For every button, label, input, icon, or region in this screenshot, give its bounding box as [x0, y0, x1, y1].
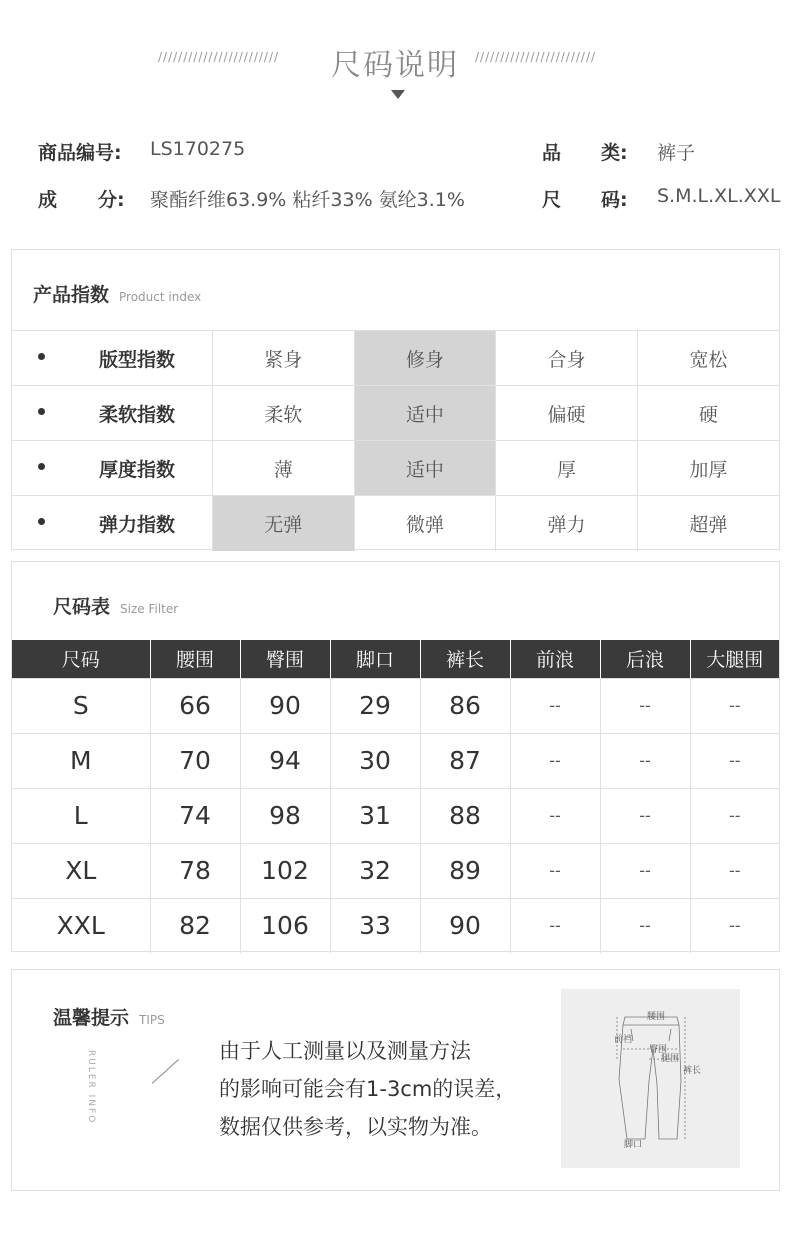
size-cell: 82 — [150, 898, 240, 953]
size-table-subtitle: Size Filter — [120, 602, 179, 616]
tips-line: 数据仅供参考，以实物为准。 — [219, 1115, 492, 1139]
product-index-heading — [33, 280, 201, 307]
table-row — [12, 898, 779, 953]
index-row-label-cell — [12, 496, 212, 551]
page-header — [0, 36, 790, 106]
size-label-a: 尺 — [542, 189, 562, 211]
table-row — [12, 788, 779, 843]
tips-line: 由于人工测量以及测量方法 — [219, 1039, 471, 1063]
page-title: 尺码说明 — [331, 48, 459, 83]
table-row — [12, 733, 779, 788]
size-cell: -- — [600, 843, 690, 898]
size-cell: 90 — [240, 678, 330, 733]
ruler-info-vertical: RULER INFO — [86, 1050, 96, 1125]
info-row-1 — [0, 138, 790, 168]
bullet-icon — [38, 408, 45, 415]
size-cell: -- — [600, 898, 690, 953]
size-cell: -- — [690, 733, 779, 788]
size-col-header: 前浪 — [510, 640, 600, 678]
divider-slash — [152, 1059, 179, 1084]
size-cell: -- — [510, 843, 600, 898]
index-option: 厚 — [496, 441, 638, 496]
size-col-header: 裤长 — [420, 640, 510, 678]
index-option: 紧身 — [212, 331, 354, 386]
bullet-icon — [38, 463, 45, 470]
size-cell: -- — [510, 898, 600, 953]
table-row — [12, 678, 779, 733]
index-row — [12, 441, 779, 496]
diagram-label: 前裆 — [614, 1035, 633, 1045]
size-col-header: 脚口 — [330, 640, 420, 678]
index-row — [12, 331, 779, 386]
size-cell: -- — [690, 788, 779, 843]
index-row — [12, 386, 779, 441]
size-cell: 86 — [420, 678, 510, 733]
size-cell: 32 — [330, 843, 420, 898]
size-cell: 29 — [330, 678, 420, 733]
composition-label-b: 分: — [98, 189, 125, 211]
size-cell: -- — [690, 843, 779, 898]
product-code-value: LS170275 — [150, 138, 246, 160]
size-table-title: 尺码表 — [53, 596, 111, 618]
size-cell: 89 — [420, 843, 510, 898]
composition-label-a: 成 — [38, 189, 58, 211]
tips-panel — [11, 969, 780, 1191]
diagram-label: 脚口 — [624, 1140, 643, 1150]
size-cell: -- — [600, 678, 690, 733]
product-index-panel — [11, 249, 780, 550]
product-index-table — [12, 330, 779, 551]
size-cell: 87 — [420, 733, 510, 788]
index-option: 宽松 — [637, 331, 779, 386]
size-cell: L — [12, 788, 150, 843]
index-option: 硬 — [637, 386, 779, 441]
index-row — [12, 496, 779, 551]
size-cell: 30 — [330, 733, 420, 788]
size-cell: -- — [510, 788, 600, 843]
index-option-selected: 修身 — [354, 331, 496, 386]
tips-text — [219, 1032, 516, 1146]
diagram-label: 腿围 — [661, 1054, 680, 1064]
size-cell: 66 — [150, 678, 240, 733]
tips-subtitle: TIPS — [139, 1013, 165, 1027]
product-code-label: 商品编号: — [38, 142, 122, 164]
header-deco-right: //////////////////////// — [475, 50, 597, 64]
caret-down-icon — [391, 90, 405, 99]
size-cell: 98 — [240, 788, 330, 843]
size-cell: M — [12, 733, 150, 788]
size-table — [12, 640, 779, 953]
index-option: 柔软 — [212, 386, 354, 441]
index-row-label-cell — [12, 386, 212, 441]
index-label: 弹力指数 — [99, 514, 176, 536]
size-cell: 78 — [150, 843, 240, 898]
size-col-header: 后浪 — [600, 640, 690, 678]
size-cell: -- — [690, 898, 779, 953]
index-label: 厚度指数 — [99, 459, 176, 481]
size-cell: -- — [690, 678, 779, 733]
bullet-icon — [38, 353, 45, 360]
index-option: 弹力 — [496, 496, 638, 551]
tips-title: 温馨提示 — [53, 1007, 130, 1029]
size-cell: -- — [600, 733, 690, 788]
size-col-header: 腰围 — [150, 640, 240, 678]
size-cell: 90 — [420, 898, 510, 953]
size-cell: 33 — [330, 898, 420, 953]
composition-value: 聚酯纤维63.9% 粘纤33% 氨纶3.1% — [150, 189, 465, 211]
index-option-selected: 无弹 — [212, 496, 354, 551]
size-table-heading — [53, 592, 178, 619]
size-cell: -- — [510, 733, 600, 788]
tips-line: 的影响可能会有1-3cm的误差， — [219, 1077, 517, 1101]
size-value: S.M.L.XL.XXL — [657, 185, 781, 207]
size-cell: 102 — [240, 843, 330, 898]
size-col-header: 大腿围 — [690, 640, 779, 678]
index-option: 超弹 — [637, 496, 779, 551]
product-index-title: 产品指数 — [33, 284, 110, 306]
size-cell: XXL — [12, 898, 150, 953]
size-cell: XL — [12, 843, 150, 898]
index-option: 微弹 — [354, 496, 496, 551]
size-label-b: 码: — [601, 189, 628, 211]
diagram-label: 臀围 — [649, 1045, 668, 1055]
size-cell: 74 — [150, 788, 240, 843]
index-option: 加厚 — [637, 441, 779, 496]
category-value: 裤子 — [657, 142, 696, 164]
size-cell: 88 — [420, 788, 510, 843]
size-table-header-row — [12, 640, 779, 678]
size-cell: 31 — [330, 788, 420, 843]
size-cell: 94 — [240, 733, 330, 788]
size-col-header: 臀围 — [240, 640, 330, 678]
size-cell: -- — [600, 788, 690, 843]
category-label-b: 类: — [601, 142, 628, 164]
index-row-label-cell — [12, 441, 212, 496]
index-option-selected: 适中 — [354, 441, 496, 496]
index-label: 版型指数 — [99, 349, 176, 371]
size-cell: S — [12, 678, 150, 733]
size-cell: -- — [510, 678, 600, 733]
index-row-label-cell — [12, 331, 212, 386]
info-row-2 — [0, 185, 790, 215]
index-option: 偏硬 — [496, 386, 638, 441]
index-option-selected: 适中 — [354, 386, 496, 441]
bullet-icon — [38, 518, 45, 525]
size-col-header: 尺码 — [12, 640, 150, 678]
diagram-label: 腰围 — [647, 1012, 666, 1022]
header-deco-left: //////////////////////// — [158, 50, 280, 64]
table-row — [12, 843, 779, 898]
pants-measure-diagram — [561, 989, 740, 1168]
tips-heading — [53, 1003, 165, 1030]
size-table-panel — [11, 561, 780, 952]
index-option: 合身 — [496, 331, 638, 386]
index-option: 薄 — [212, 441, 354, 496]
diagram-label: 裤长 — [683, 1066, 702, 1076]
category-label-a: 品 — [542, 142, 562, 164]
size-cell: 70 — [150, 733, 240, 788]
index-label: 柔软指数 — [99, 404, 176, 426]
size-cell: 106 — [240, 898, 330, 953]
product-index-subtitle: Product index — [119, 290, 202, 304]
